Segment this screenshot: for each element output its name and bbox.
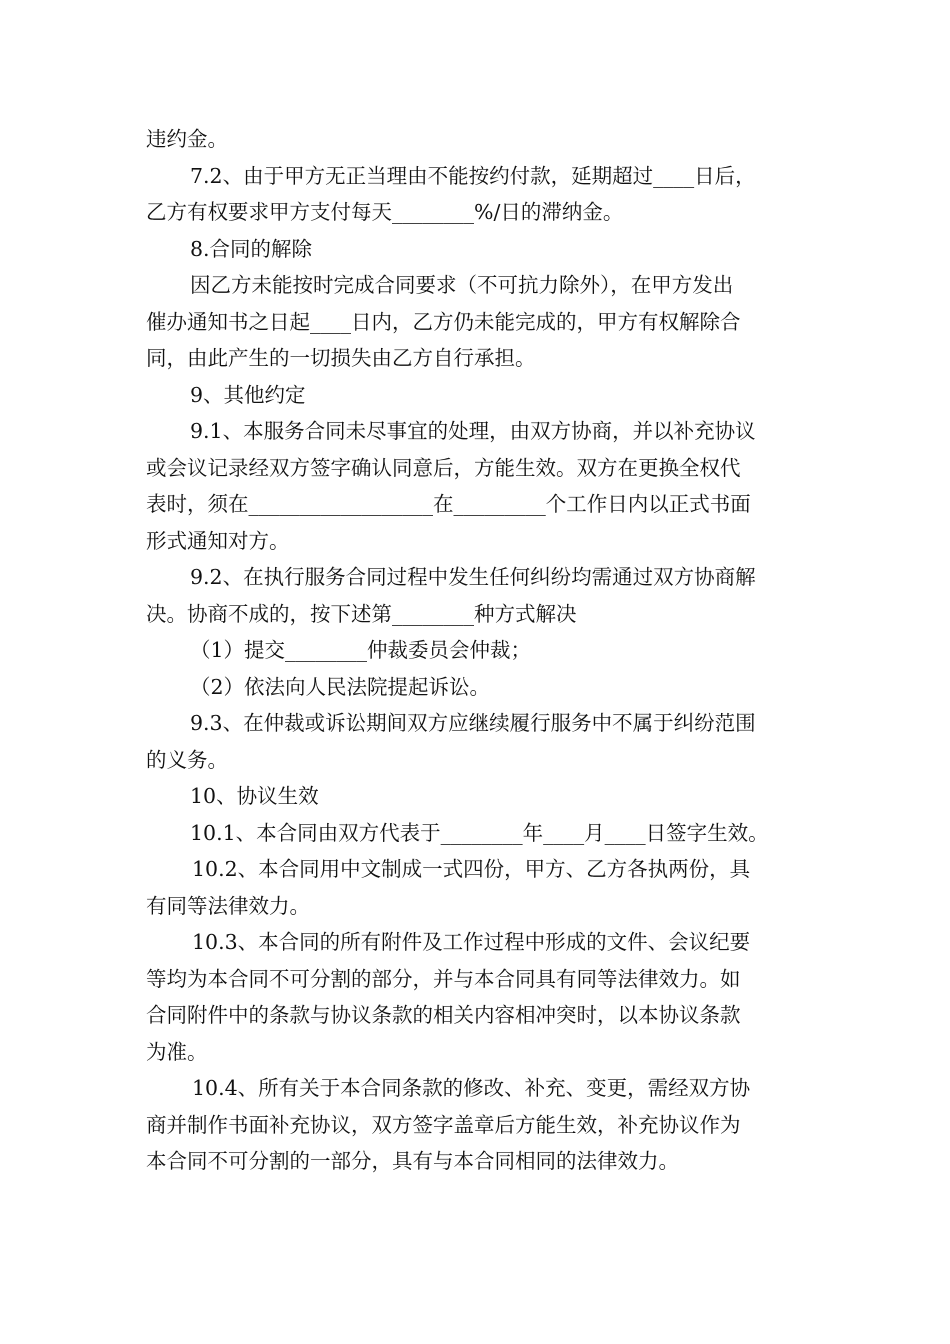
clause-10-4-line-1: 10.4、所有关于本合同条款的修改、补充、变更，需经双方协 (192, 1076, 751, 1100)
clause-9-2-option-2: （2）依法向人民法院提起诉讼。 (190, 674, 491, 699)
section-10-heading: 10、协议生效 (190, 784, 319, 808)
clause-9-2-line-1: 9.2、在执行服务合同过程中发生任何纠纷均需通过双方协商解 (190, 565, 756, 589)
clause-8-line-3: 同，由此产生的一切损失由乙方自行承担。 (146, 346, 536, 370)
clause-9-3-line-1: 9.3、在仲裁或诉讼期间双方应继续履行服务中不属于纠纷范围 (190, 711, 756, 735)
clause-8-line-1: 因乙方未能按时完成合同要求（不可抗力除外），在甲方发出 (190, 273, 734, 297)
section-9-heading: 9、其他约定 (190, 382, 306, 407)
clause-10-3-line-4: 为准。 (146, 1039, 208, 1064)
clause-10-3-line-2: 等均为本合同不可分割的部分，并与本合同具有同等法律效力。如 (146, 966, 741, 991)
section-8-heading: 8.合同的解除 (190, 236, 313, 261)
clause-10-3-line-1: 10.3、本合同的所有附件及工作过程中形成的文件、会议纪要 (192, 930, 751, 954)
clause-9-2-option-1: （1）提交________仲裁委员会仲裁； (190, 638, 532, 662)
clause-9-3-line-2: 的义务。 (146, 747, 228, 772)
clause-7-2-line-2: 乙方有权要求甲方支付每天________%/日的滞纳金。 (146, 200, 624, 224)
clause-10-2-line-2: 有同等法律效力。 (146, 893, 310, 918)
clause-9-1-line-3: 表时，须在__________________在_________个工作日内以正式书面 (146, 492, 751, 516)
clause-7-2-line-1: 7.2、由于甲方无正当理由不能按约付款，延期超过____日后， (190, 163, 756, 188)
clause-10-4-line-2: 商并制作书面补充协议，双方签字盖章后方能生效，补充协议作为 (146, 1112, 741, 1137)
clause-8-line-2: 催办通知书之日起____日内，乙方仍未能完成的，甲方有权解除合 (146, 309, 741, 334)
clause-10-4-line-3: 本合同不可分割的一部分，具有与本合同相同的法律效力。 (146, 1149, 679, 1173)
clause-10-2-line-1: 10.2、本合同用中文制成一式四份，甲方、乙方各执两份，具 (192, 857, 751, 881)
clause-9-1-line-2: 或会议记录经双方签字确认同意后，方能生效。双方在更换全权代 (146, 455, 741, 480)
clause-9-1-line-1: 9.1、本服务合同未尽事宜的处理，由双方协商，并以补充协议 (190, 419, 756, 443)
paragraph-line: 违约金。 (146, 127, 228, 151)
clause-9-1-line-4: 形式通知对方。 (146, 528, 290, 553)
clause-9-2-line-2: 决。协商不成的，按下述第________种方式解决 (146, 601, 577, 626)
clause-10-3-line-3: 合同附件中的条款与协议条款的相关内容相冲突时，以本协议条款 (146, 1003, 741, 1027)
clause-10-1-line-1: 10.1、本合同由双方代表于________年____月____日签字生效。 (190, 820, 769, 845)
document-body (146, 121, 806, 1180)
